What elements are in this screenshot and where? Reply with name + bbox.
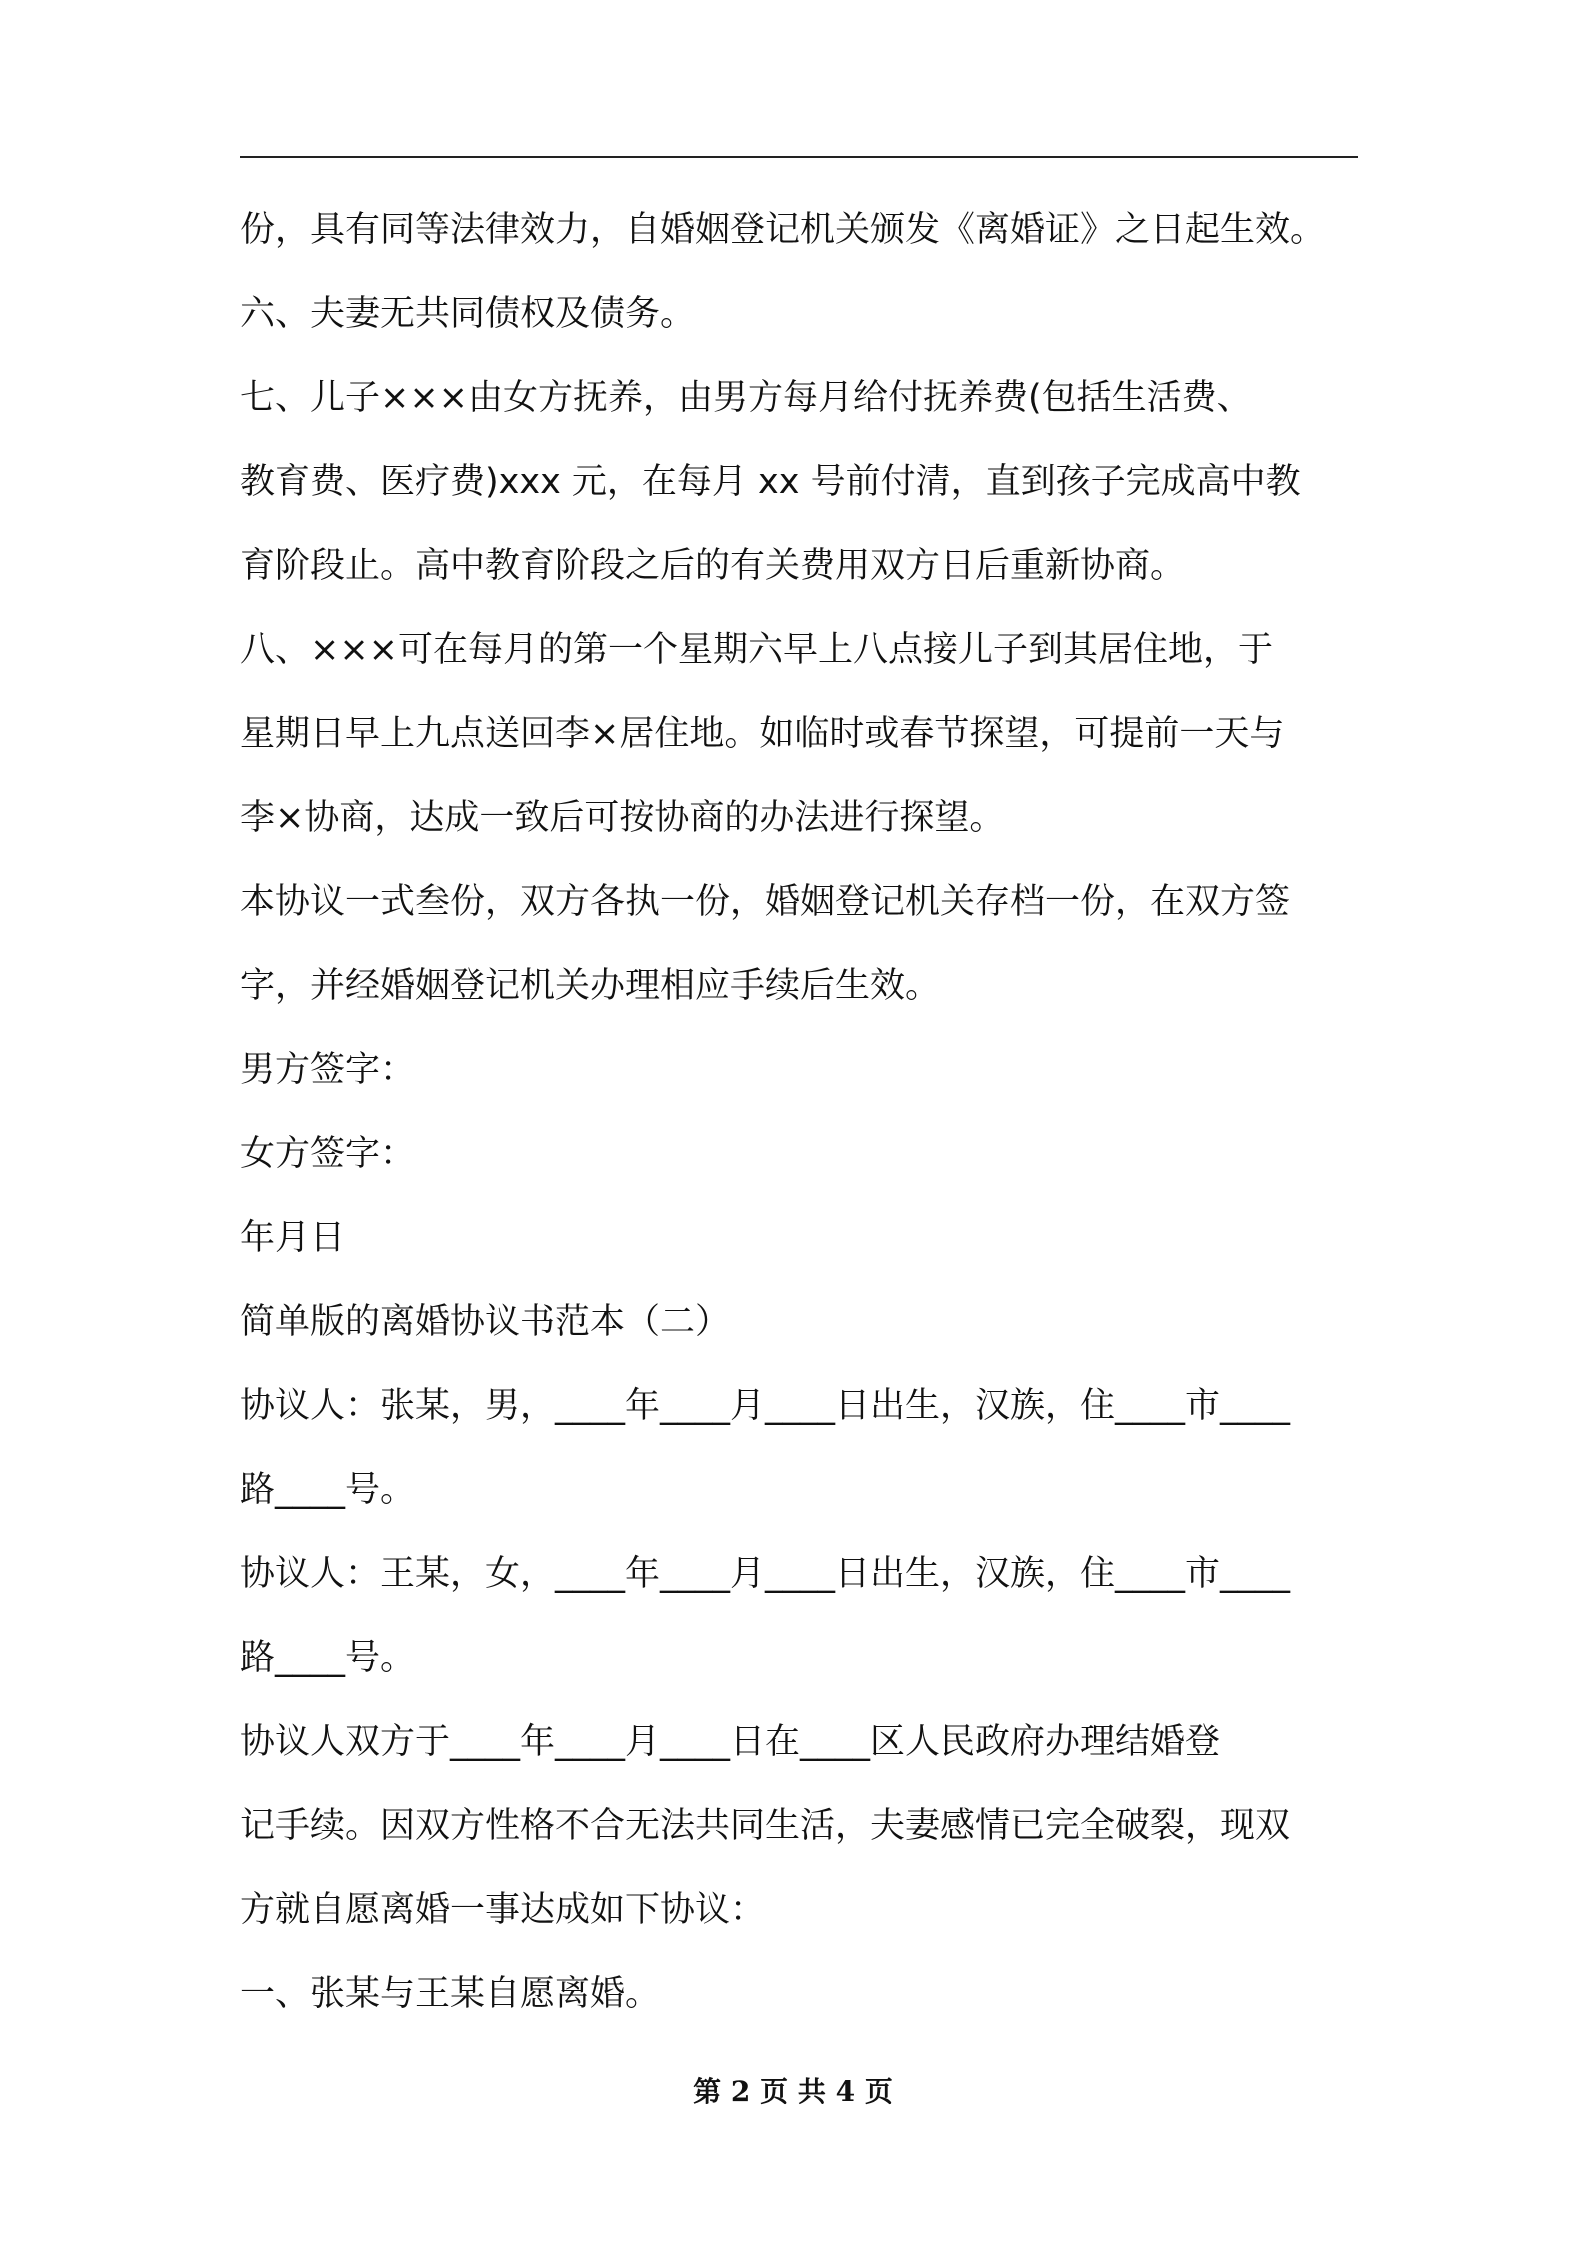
page-number: 第 2 页 共 4 页 <box>693 2075 893 2108</box>
female-signature-label: 女方签字： <box>240 1134 416 1174</box>
paragraph-line: 字，并经婚姻登记机关办理相应手续后生效。 <box>240 966 941 1006</box>
paragraph-line: 李×协商，达成一致后可按协商的办法进行探望。 <box>240 798 1005 838</box>
paragraph-line: 本协议一式叁份，双方各执一份，婚姻登记机关存档一份，在双方签 <box>240 882 1291 922</box>
paragraph-line: 星期日早上九点送回李×居住地。如临时或春节探望，可提前一天与 <box>240 714 1285 754</box>
paragraph-line: 方就自愿离婚一事达成如下协议： <box>240 1890 766 1930</box>
paragraph-line: 份，具有同等法律效力，自婚姻登记机关颁发《离婚证》之日起生效。 <box>240 210 1326 250</box>
paragraph-line: 八、×××可在每月的第一个星期六早上八点接儿子到其居住地，于 <box>240 630 1273 670</box>
paragraph-line: 协议人双方于____年____月____日在____区人民政府办理结婚登 <box>240 1722 1221 1762</box>
paragraph-line: 记手续。因双方性格不合无法共同生活，夫妻感情已完全破裂，现双 <box>240 1806 1291 1846</box>
party-line: 协议人：张某，男，____年____月____日出生，汉族，住____市____ <box>240 1386 1291 1426</box>
paragraph-line: 七、儿子×××由女方抚养，由男方每月给付抚养费(包括生活费、 <box>240 378 1252 418</box>
header-rule <box>240 156 1358 158</box>
date-label: 年月日 <box>240 1218 346 1258</box>
party-line: 路____号。 <box>240 1638 416 1678</box>
paragraph-line: 育阶段止。高中教育阶段之后的有关费用双方日后重新协商。 <box>240 546 1186 586</box>
male-signature-label: 男方签字： <box>240 1050 416 1090</box>
party-line: 协议人：王某，女，____年____月____日出生，汉族，住____市____ <box>240 1554 1291 1594</box>
document-body <box>240 200 1360 2048</box>
party-line: 路____号。 <box>240 1470 416 1510</box>
paragraph-line: 一、张某与王某自愿离婚。 <box>240 1974 661 2014</box>
paragraph-line: 六、夫妻无共同债权及债务。 <box>240 294 696 334</box>
paragraph-line: 教育费、医疗费)xxx 元，在每月 xx 号前付清，直到孩子完成高中教 <box>240 462 1301 502</box>
section-title: 简单版的离婚协议书范本（二） <box>240 1302 731 1342</box>
